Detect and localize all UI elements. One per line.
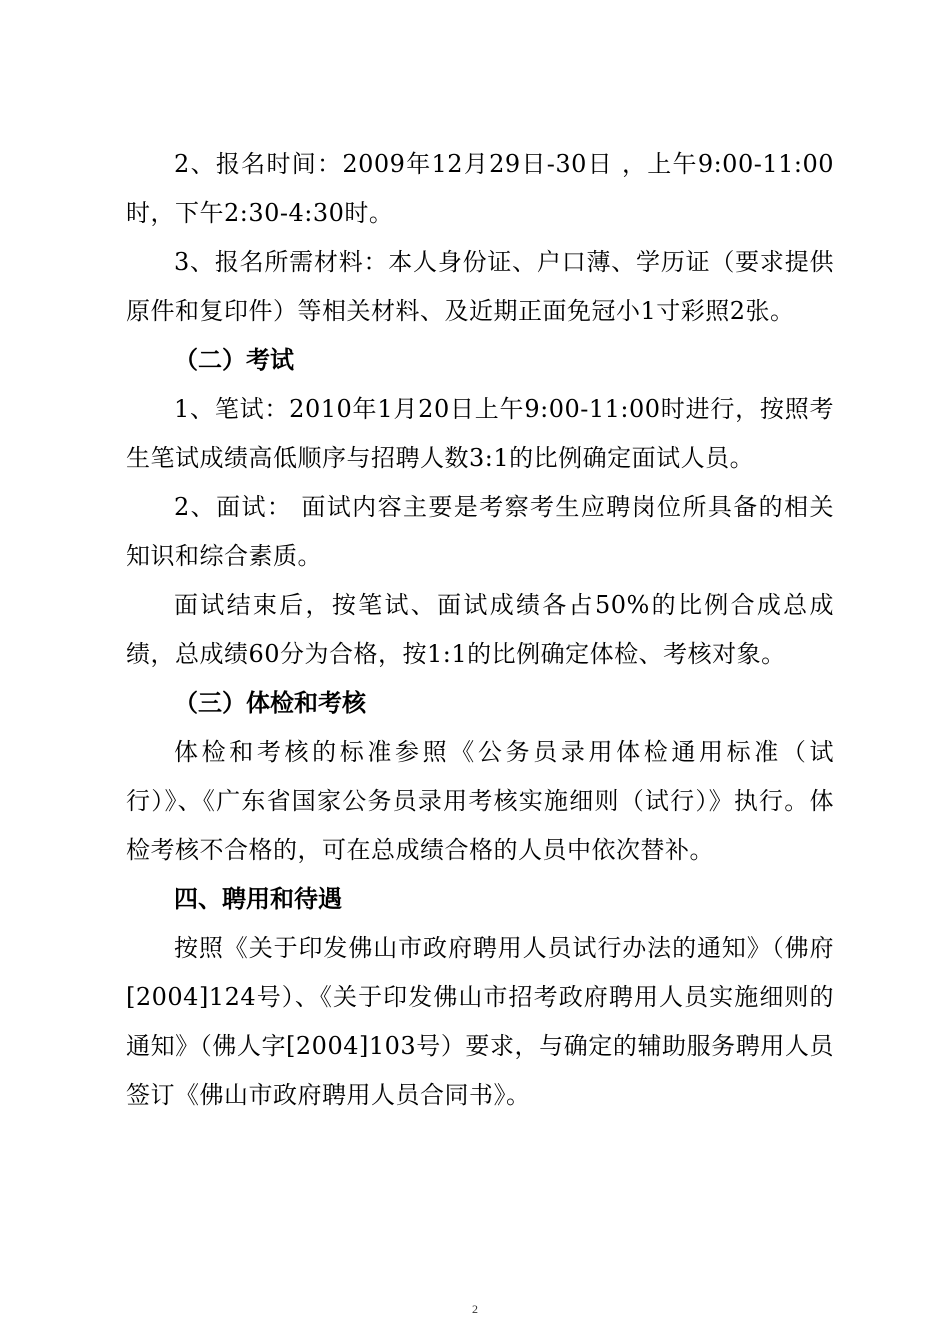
document-body [126, 140, 834, 1120]
paragraph-employment-contract: 按照《关于印发佛山市政府聘用人员试行办法的通知》（佛府[2004]124号）、《关于印发佛山市招考政府聘用人员实施细则的通知》（佛人字[2004]103号）要求，与确定的辅助服务聘用人员签订《佛山市政府聘用人员合同书》。 [126, 934, 834, 1109]
paragraph-written-exam: 1、笔试：2010年1月20日上午9:00-11:00时进行，按照考生笔试成绩高低顺序与招聘人数3:1的比例确定面试人员。 [126, 395, 834, 472]
section-heading-exam: （二）考试 [174, 346, 294, 374]
section-heading-employment: 四、聘用和待遇 [174, 885, 342, 913]
paragraph-registration-materials: 3、报名所需材料：本人身份证、户口薄、学历证（要求提供原件和复印件）等相关材料、及近期正面免冠小1寸彩照2张。 [126, 248, 834, 325]
paragraph-interview: 2、面试： 面试内容主要是考察考生应聘岗位所具备的相关知识和综合素质。 [126, 493, 834, 570]
section-heading-medical-assessment: （三）体检和考核 [174, 689, 366, 717]
page-number: 2 [472, 1302, 478, 1316]
paragraph-medical-standards: 体检和考核的标准参照《公务员录用体检通用标准（试行）》、《广东省国家公务员录用考核实施细则（试行）》执行。体检考核不合格的，可在总成绩合格的人员中依次替补。 [126, 738, 834, 864]
paragraph-registration-time: 2、报名时间：2009年12月29日-30日 ，上午9:00-11:00时，下午2:30-4:30时。 [126, 150, 834, 227]
paragraph-total-score: 面试结束后，按笔试、面试成绩各占50%的比例合成总成绩，总成绩60分为合格，按1:1的比例确定体检、考核对象。 [126, 591, 834, 668]
